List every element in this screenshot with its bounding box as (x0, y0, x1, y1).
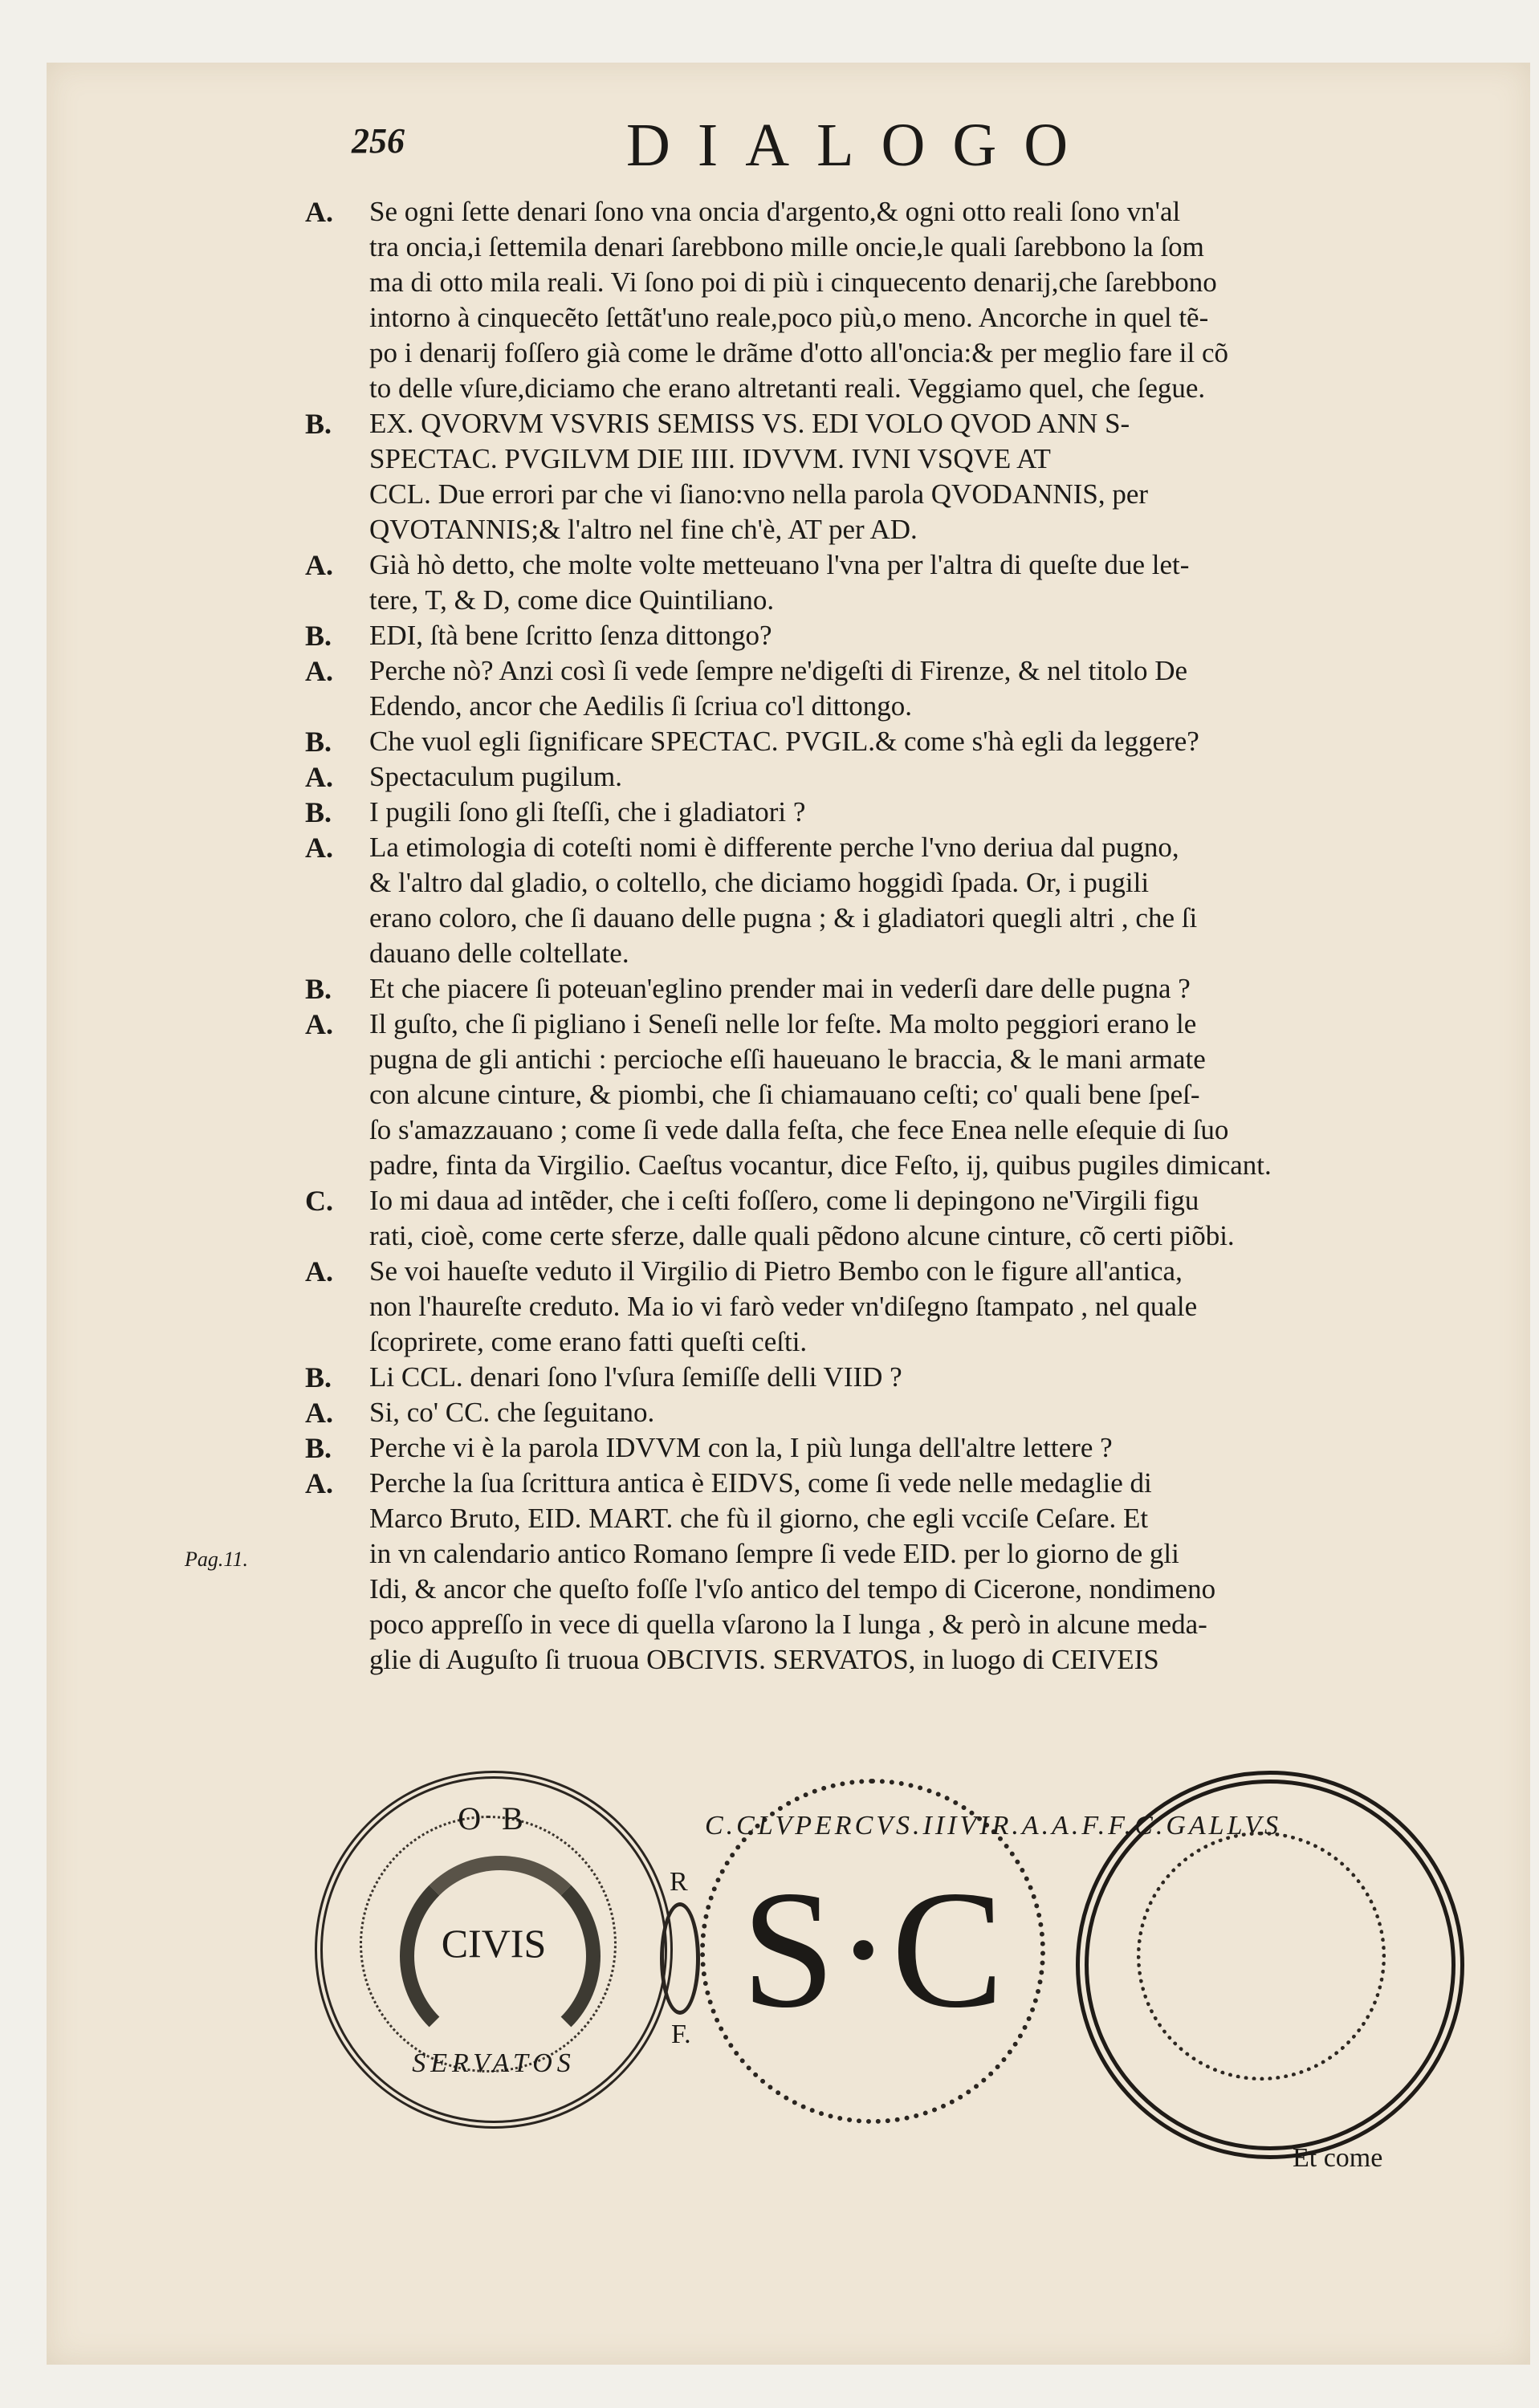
paragraph-body (369, 1395, 1461, 1430)
paragraph-body (369, 724, 1461, 759)
text-line: pugna de gli antichi : percioche eſſi haueuano le braccia, & le mani armate (369, 1043, 1206, 1075)
text-line: glie di Auguſto ſi truoua OBCIVIS. SERVATOS, in luogo di CEIVEIS (369, 1644, 1159, 1675)
speaker-label: B. (305, 620, 332, 652)
edge-letter-r: R (670, 1867, 688, 1897)
paragraph-body (369, 618, 1461, 653)
paragraph-body (369, 971, 1461, 1007)
text-line: Et che piacere ſi poteuan'eglino prender mai in vederſi dare delle pugna ? (369, 973, 1191, 1004)
text-line: Spectaculum pugilum. (369, 761, 622, 792)
text-line: Se ogni ſette denari ſono vna oncia d'argento,& ogni otto reali ſono vn'al (369, 196, 1181, 227)
text-line: dauano delle coltellate. (369, 938, 629, 969)
dialogue-paragraph (305, 194, 1461, 406)
coin-blank-inner-ring (1137, 1832, 1386, 2081)
speaker-label: A. (305, 761, 333, 793)
dialogue-paragraph (305, 547, 1461, 618)
speaker-label: B. (305, 973, 332, 1005)
text-line: Si, co' CC. che ſeguitano. (369, 1397, 655, 1428)
dialogue-paragraph (305, 1254, 1461, 1360)
text-line: Perche nò? Anzi così ſi vede ſempre ne'digeſti di Firenze, & nel titolo De (369, 655, 1188, 686)
text-line: I pugili ſono gli ſteſſi, che i gladiatori ? (369, 796, 806, 828)
text-line: Se voi haueſte veduto il Virgilio di Pietro Bembo con le figure all'antica, (369, 1255, 1183, 1287)
edge-letter-f: F. (671, 2020, 691, 2049)
speaker-label: C. (305, 1185, 333, 1217)
dialogue-paragraph (305, 1007, 1461, 1183)
paragraph-body (369, 406, 1461, 547)
coin-sc-center: S·C (741, 1857, 1004, 2043)
text-line: Io mi daua ad intẽder, che i ceſti foſſero, come li depingono ne'Virgili figu (369, 1185, 1199, 1216)
text-line: to delle vſure,diciamo che erano altretanti reali. Veggiamo quel, che ſegue. (369, 372, 1206, 404)
speaker-label: B. (305, 1432, 332, 1464)
text-line: poco appreſſo in vece di quella vſarono la I lunga , & però in alcune meda- (369, 1609, 1207, 1640)
dialogue-paragraph (305, 724, 1461, 759)
dialogue-paragraph (305, 406, 1461, 547)
speaker-label: B. (305, 796, 332, 828)
dialogue-paragraph (305, 759, 1461, 795)
running-title: DIALOGO (626, 112, 1096, 179)
text-line: Perche vi è la parola IDVVM con la, I più lunga dell'altre lettere ? (369, 1432, 1113, 1463)
dialogue-paragraph (305, 795, 1461, 830)
coin-sc (700, 1779, 1281, 2124)
text-line: padre, finta da Virgilio. Caeſtus vocantur, dice Feſto, ij, quibus pugiles dimicant. (369, 1149, 1272, 1181)
coin-sc-legend: C.CLVPERCVS.IIIVIR.A.A.F.F.C.GALLVS (705, 1811, 1281, 1841)
paragraph-body (369, 1007, 1461, 1183)
text-line: Li CCL. denari ſono l'vſura ſemiſſe delli VIID ? (369, 1361, 902, 1393)
dialogue-paragraph (305, 1466, 1461, 1678)
paragraph-body (369, 1183, 1461, 1254)
text-line: ma di otto mila reali. Vi ſono poi di più i cinquecento denarij,che ſarebbono (369, 266, 1217, 298)
text-line: po i denarij foſſero già come le drãme d'otto all'oncia:& per meglio fare il cõ (369, 337, 1228, 368)
speaker-label: A. (305, 655, 333, 687)
paragraph-body (369, 1254, 1461, 1360)
text-line: tra oncia,i ſettemila denari ſarebbono mille oncie,le quali ſarebbono la ſom (369, 231, 1204, 262)
text-line: intorno à cinquecẽto ſettãt'uno reale,poco più,o meno. Ancorche in quel tẽ- (369, 302, 1209, 333)
dialogue-paragraph (305, 1360, 1461, 1395)
paragraph-body (369, 759, 1461, 795)
coin-ob-cives-servatos (315, 1771, 673, 2129)
dialogue-paragraph (305, 1430, 1461, 1466)
text-line: QVOTANNIS;& l'altro nel fine ch'è, AT per AD. (369, 514, 918, 545)
dialogue-paragraph (305, 971, 1461, 1007)
text-line: Già hò detto, che molte volte metteuano l'vna per l'altra di queſte due let- (369, 549, 1190, 580)
paragraph-body (369, 194, 1461, 406)
text-line: CCL. Due errori par che vi ſiano:vno nella parola QVODANNIS, per (369, 478, 1149, 510)
coin-legend-center: CIVIS (441, 1921, 547, 1966)
text-line: & l'altro dal gladio, o coltello, che diciamo hoggidì ſpada. Or, i pugili (369, 867, 1150, 898)
text-line: erano coloro, che ſi dauano delle pugna ; & i gladiatori quegli altri , che ſi (369, 902, 1198, 934)
text-line: non l'haureſte creduto. Ma io vi farò veder vn'diſegno ſtampato , nel quale (369, 1291, 1198, 1322)
paragraph-body (369, 1430, 1461, 1466)
paragraph-body (369, 795, 1461, 830)
coin-legend-top: O B (458, 1800, 530, 1837)
text-line: rati, cioè, come certe sferze, dalle quali pẽdono alcune cinture, cõ certi piõbi. (369, 1220, 1235, 1251)
coin-edge-view (665, 1867, 705, 2052)
catchword: Et come (1293, 2143, 1383, 2173)
speaker-label: B. (305, 726, 332, 758)
text-line: con alcune cinture, & piombi, che ſi chiamauano ceſti; co' quali bene ſpeſ- (369, 1079, 1200, 1110)
dialogue-paragraph (305, 1183, 1461, 1254)
text-line: EX. QVORVM VSVRIS SEMISS VS. EDI VOLO QVOD ANN S- (369, 408, 1130, 439)
coin-edge-icon (660, 1902, 700, 2015)
text-line: Marco Bruto, EID. MART. che fù il giorno, che egli vcciſe Ceſare. Et (369, 1503, 1149, 1534)
paragraph-body (369, 653, 1461, 724)
dialogue-paragraph (305, 830, 1461, 971)
speaker-label: B. (305, 1361, 332, 1393)
paragraph-body (369, 1360, 1461, 1395)
speaker-label: A. (305, 1397, 333, 1429)
speaker-label: A. (305, 1255, 333, 1287)
text-line: Perche la ſua ſcrittura antica è EIDVS, come ſi vede nelle medaglie di (369, 1467, 1152, 1499)
dialogue-paragraph (305, 653, 1461, 724)
paragraph-body (369, 1466, 1461, 1678)
text-line: ſcoprirete, come erano fatti queſti ceſti. (369, 1326, 808, 1357)
margin-note: Pag.11. (185, 1548, 248, 1571)
dialogue-paragraph (305, 1395, 1461, 1430)
dialogue-paragraph (305, 618, 1461, 653)
text-line: tere, T, & D, come dice Quintiliano. (369, 584, 775, 616)
paragraph-body (369, 547, 1461, 618)
coin-legend-bottom: SERVATOS (412, 2048, 576, 2078)
text-line: in vn calendario antico Romano ſempre ſi vede EID. per lo giorno de gli (369, 1538, 1179, 1569)
text-line: La etimologia di coteſti nomi è differente perche l'vno deriua dal pugno, (369, 832, 1179, 863)
coin-blank (1076, 1771, 1464, 2159)
text-line: Che vuol egli ſignificare SPECTAC. PVGIL.& come s'hà egli da leggere? (369, 726, 1199, 757)
speaker-label: A. (305, 549, 333, 581)
text-line: SPECTAC. PVGILVM DIE IIII. IDVVM. IVNI VSQVE AT (369, 443, 1051, 474)
text-line: Idi, & ancor che queſto foſſe l'vſo antico del tempo di Cicerone, nondimeno (369, 1573, 1216, 1605)
speaker-label: A. (305, 832, 333, 864)
speaker-label: B. (305, 408, 332, 440)
speaker-label: A. (305, 1008, 333, 1040)
text-line: EDI, ſtà bene ſcritto ſenza dittongo? (369, 620, 772, 651)
paragraph-body (369, 830, 1461, 971)
text-line: ſo s'amazzauano ; come ſi vede dalla feſta, che fece Enea nelle eſequie di ſuo (369, 1114, 1229, 1145)
page-number: 256 (352, 121, 405, 161)
text-line: Il guſto, che ſi pigliano i Seneſi nelle lor feſte. Ma molto peggiori erano le (369, 1008, 1197, 1039)
speaker-label: A. (305, 196, 333, 228)
text-line: Edendo, ancor che Aedilis ſi ſcriua co'l dittongo. (369, 690, 912, 722)
speaker-label: A. (305, 1467, 333, 1499)
dialogue-text (305, 194, 1461, 1678)
